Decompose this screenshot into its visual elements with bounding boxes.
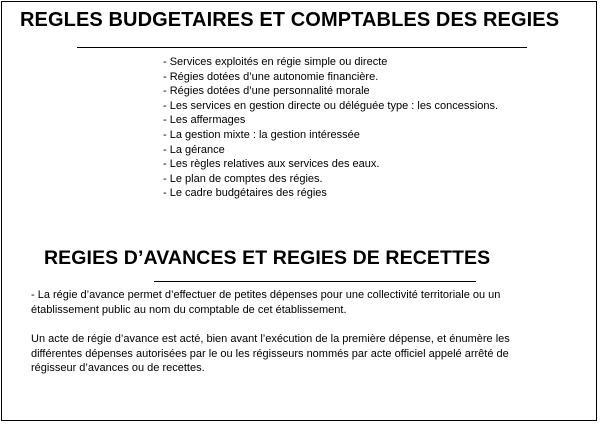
list-item: - Le plan de comptes des régies. bbox=[163, 172, 323, 185]
title-underline bbox=[154, 281, 476, 282]
paragraph-advance-act bbox=[31, 332, 510, 376]
paragraph-line: régisseur d’avances ou de recettes. bbox=[31, 362, 205, 374]
list-item: - Les affermages bbox=[163, 114, 246, 127]
paragraph-line: Un acte de régie d’avance est acté, bien avant l’exécution de la première dépense, et énumère les bbox=[31, 333, 510, 345]
list-item: - Les règles relatives aux services des eaux. bbox=[163, 158, 380, 171]
section-title-budgetary-rules: REGLES BUDGETAIRES ET COMPTABLES DES REGIES bbox=[20, 9, 560, 31]
title-underline bbox=[77, 47, 527, 48]
page-frame bbox=[1, 1, 597, 421]
paragraph-line: établissement public au nom du comptable de cet établissement. bbox=[31, 303, 347, 316]
budgetary-rules-list bbox=[163, 55, 498, 201]
paragraph-line: - La régie d’avance permet d’effectuer de petites dépenses pour une collectivité territoriale ou un bbox=[31, 289, 501, 301]
list-item: - Services exploités en régie simple ou directe bbox=[163, 56, 388, 68]
list-item: - Les services en gestion directe ou déléguée type : les concessions. bbox=[163, 99, 499, 112]
list-item: - Régies dotées d’une autonomie financière. bbox=[163, 70, 379, 83]
list-item: - La gestion mixte : la gestion intéressée bbox=[163, 128, 360, 141]
list-item: - Régies dotées d’une personnalité morale bbox=[163, 85, 370, 98]
paragraph-advance-definition bbox=[31, 288, 500, 317]
section-title-advance-and-revenue-boards: REGIES D’AVANCES ET REGIES DE RECETTES bbox=[44, 247, 491, 269]
paragraph-line: différentes dépenses autorisées par le ou les régisseurs nommés par acte officiel appelé arrêté de bbox=[31, 347, 509, 360]
list-item: - Le cadre budgétaires des régies bbox=[163, 187, 327, 200]
list-item: - La gérance bbox=[163, 143, 225, 156]
